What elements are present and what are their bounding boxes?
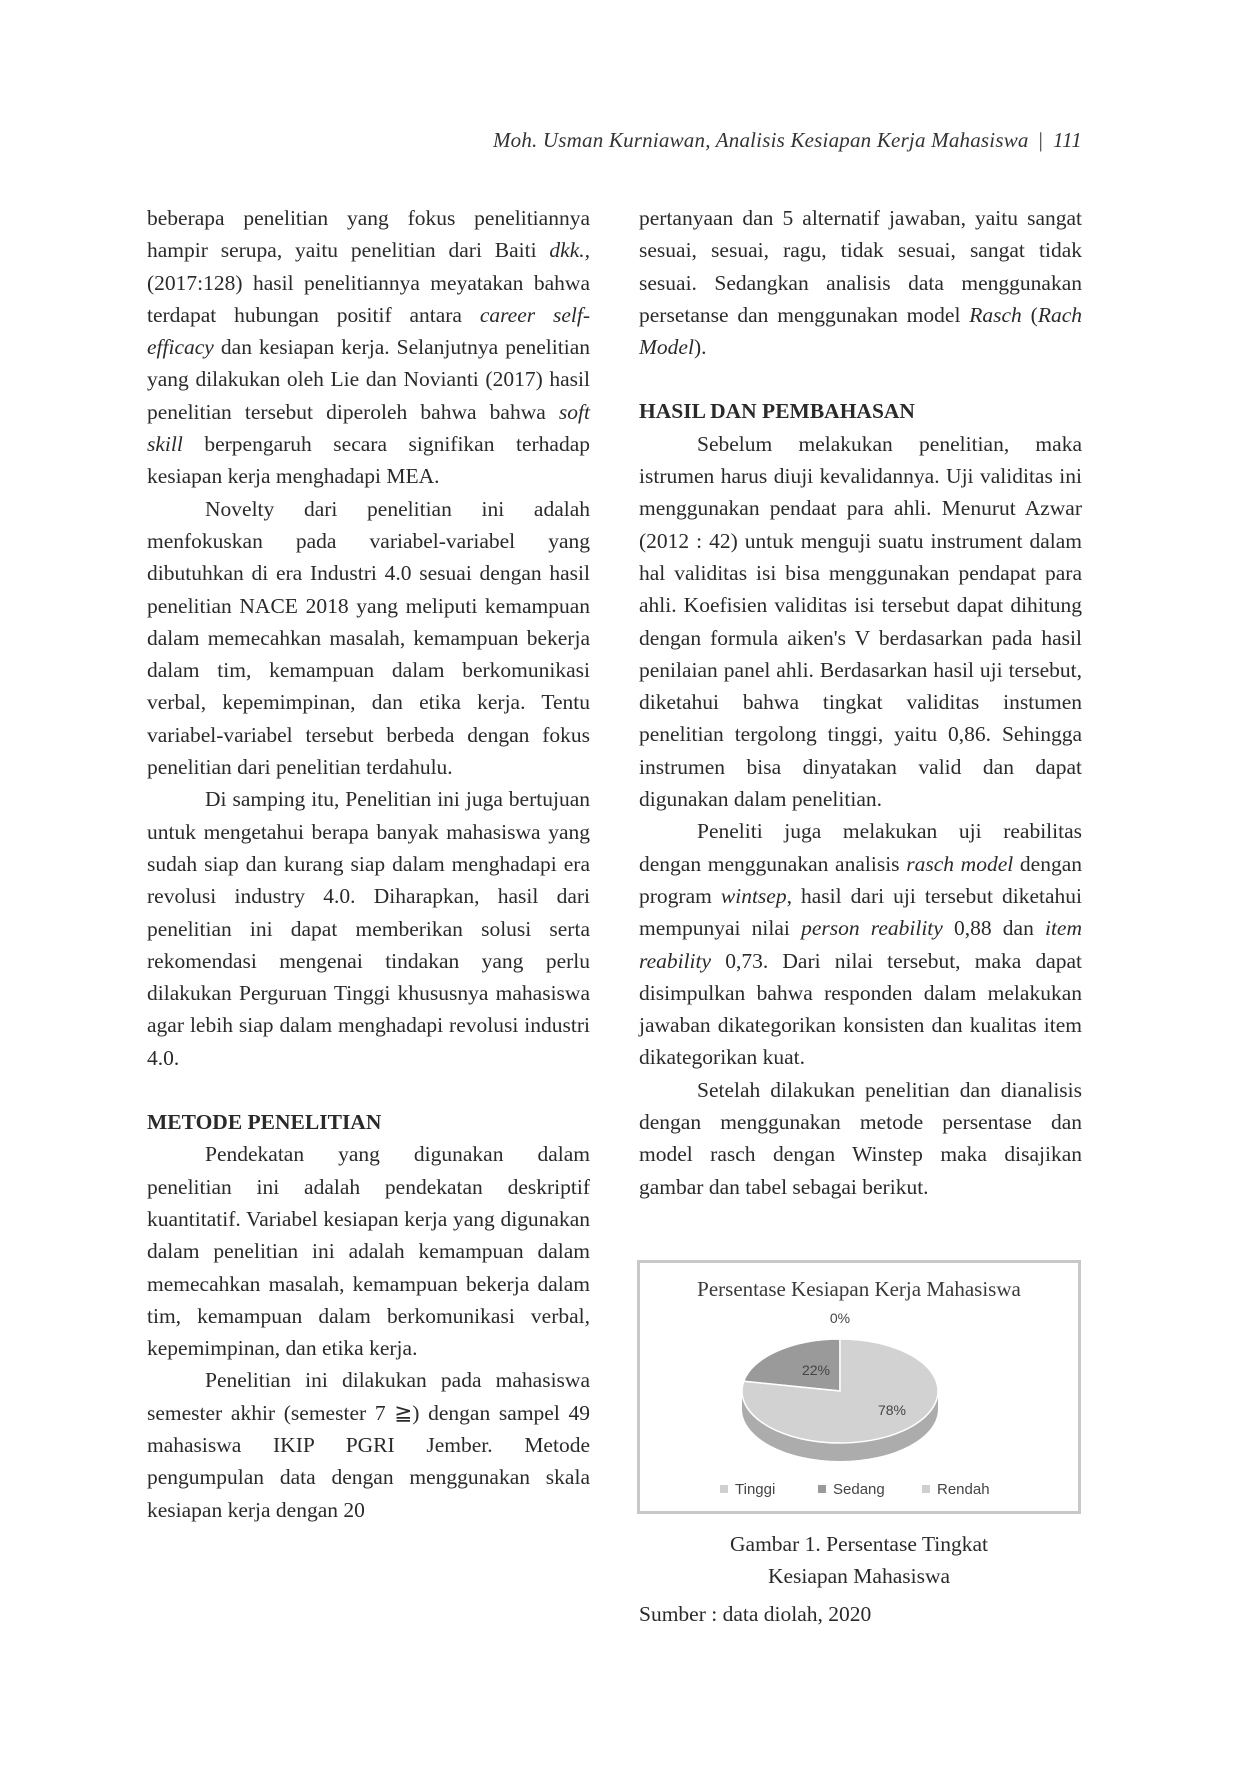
paragraph-novelty: Novelty dari penelitian ini adalah menfokuskan pada variabel-variabel yang dibutuhkan di era Industri 4.0 sesuai dengan hasil penelitian NACE 2018 yang meliputi kemampuan dalam memecahkan masalah, kemampuan bekerja dalam tim, kemampuan dalam berkomunikasi verbal, kepemimpinan, dan etika kerja. Tentu variabel-variabel tersebut berbeda dengan fokus penelitian dari penelitian terdahulu. <box>147 496 590 780</box>
running-title: Moh. Usman Kurniawan, Analisis Kesiapan Kerja Mahasiswa <box>492 128 1029 152</box>
paragraph-prior-research: beberapa penelitian yang fokus penelitiannya hampir serupa, yaitu penelitian dari Baiti dkk., (2017:128) hasil penelitiannya meyatakan bahwa terdapat hubungan positif antara career self-efficacy dan kesiapan kerja. Selanjutnya penelitian yang dilakukan oleh Lie dan Novianti (2017) hasil penelitian tersebut diperoleh bahwa bahwa soft skill berpengaruh secara signifikan terhadap kesiapan kerja menghadapi MEA. <box>147 206 590 489</box>
pie-chart <box>640 1263 1078 1511</box>
legend-label-rendah: Rendah <box>937 1481 990 1498</box>
chart-title: Persentase Kesiapan Kerja Mahasiswa <box>697 1277 1021 1301</box>
right-column <box>639 202 1082 1203</box>
data-label-rendah: 0% <box>829 1310 851 1326</box>
paragraph-objective: Di samping itu, Penelitian ini juga bertujuan untuk mengetahui berapa banyak mahasiswa yang sudah siap dan kurang siap dalam menghadapi era revolusi industry 4.0. Diharapkan, hasil dari penelitian ini dapat memberikan solusi serta rekomendasi mengenai tindakan yang perlu dilakukan Perguruan Tinggi khususnya mahasiswa agar lebih siap dalam menghadapi revolusi industri 4.0. <box>147 787 590 1070</box>
header-separator: | <box>1038 128 1044 152</box>
page-number: 111 <box>1053 128 1082 152</box>
legend-label-tinggi: Tinggi <box>735 1481 776 1498</box>
figure-source: Sumber : data diolah, 2020 <box>639 1602 872 1626</box>
legend-label-sedang: Sedang <box>833 1481 885 1498</box>
data-label-sedang: 22% <box>801 1362 831 1378</box>
left-column <box>147 202 590 1526</box>
legend-swatch-tinggi <box>720 1485 728 1493</box>
legend-swatch-rendah <box>922 1485 930 1493</box>
pie-chart-figure <box>637 1260 1081 1514</box>
figure-caption <box>637 1528 1081 1592</box>
running-header <box>0 128 1082 153</box>
heading-hasil: HASIL DAN PEMBAHASAN <box>639 399 915 424</box>
paragraph-validity: Sebelum melakukan penelitian, maka istrumen harus diuji kevalidannya. Uji validitas ini menggunakan pendaat para ahli. Menurut Azwar (2012 : 42) untuk menguji suatu instrument dalam hal validitas isi bisa menggunakan pendapat para ahli. Koefisien validitas isi tersebut dapat dihitung dengan formula aiken's V berdasarkan pada hasil penilaian panel ahli. Berdasarkan hasil uji tersebut, diketahui bahwa tingkat validitas instumen penelitian tergolong tinggi, yaitu 0,86. Sehingga instrumen bisa dinyatakan valid dan dapat digunakan dalam penelitian. <box>639 431 1082 812</box>
caption-line-1: Gambar 1. Persentase Tingkat <box>730 1532 988 1556</box>
paragraph-results-intro: Setelah dilakukan penelitian dan dianalisis dengan menggunakan metode persentase dan model rasch dengan Winstep maka disajikan gambar dan tabel sebagai berikut. <box>639 1077 1082 1199</box>
paragraph-instrument: pertanyaan dan 5 alternatif jawaban, yaitu sangat sesuai, sesuai, ragu, tidak sesuai, sangat tidak sesuai. Sedangkan analisis data menggunakan persetanse dan menggunakan model Rasch (Rach Model). <box>639 206 1082 360</box>
legend-swatch-sedang <box>818 1485 826 1493</box>
paragraph-approach: Pendekatan yang digunakan dalam penelitian ini adalah pendekatan deskriptif kuantitatif. Variabel kesiapan kerja yang digunakan dalam penelitian ini adalah kemampuan dalam memecahkan masalah, kemampuan bekerja dalam tim, kemampuan dalam berkomunikasi verbal, kepemimpinan, dan etika kerja. <box>147 1142 590 1361</box>
caption-line-2: Kesiapan Mahasiswa <box>767 1564 951 1588</box>
data-label-tinggi: 78% <box>877 1402 907 1418</box>
heading-metode: METODE PENELITIAN <box>147 1110 382 1135</box>
paragraph-reliability: Peneliti juga melakukan uji reabilitas dengan menggunakan analisis rasch model dengan program wintsep, hasil dari uji tersebut diketahui mempunyai nilai person reability 0,88 dan item reability 0,73. Dari nilai tersebut, maka dapat disimpulkan bahwa responden dalam melakukan jawaban dikategorikan konsisten dan kualitas item dikategorikan kuat. <box>639 819 1083 1070</box>
paragraph-sample: Penelitian ini dilakukan pada mahasiswa semester akhir (semester 7 ≧) dengan sampel 49 mahasiswa IKIP PGRI Jember. Metode pengumpulan data dengan menggunakan skala kesiapan kerja dengan 20 <box>147 1368 590 1522</box>
